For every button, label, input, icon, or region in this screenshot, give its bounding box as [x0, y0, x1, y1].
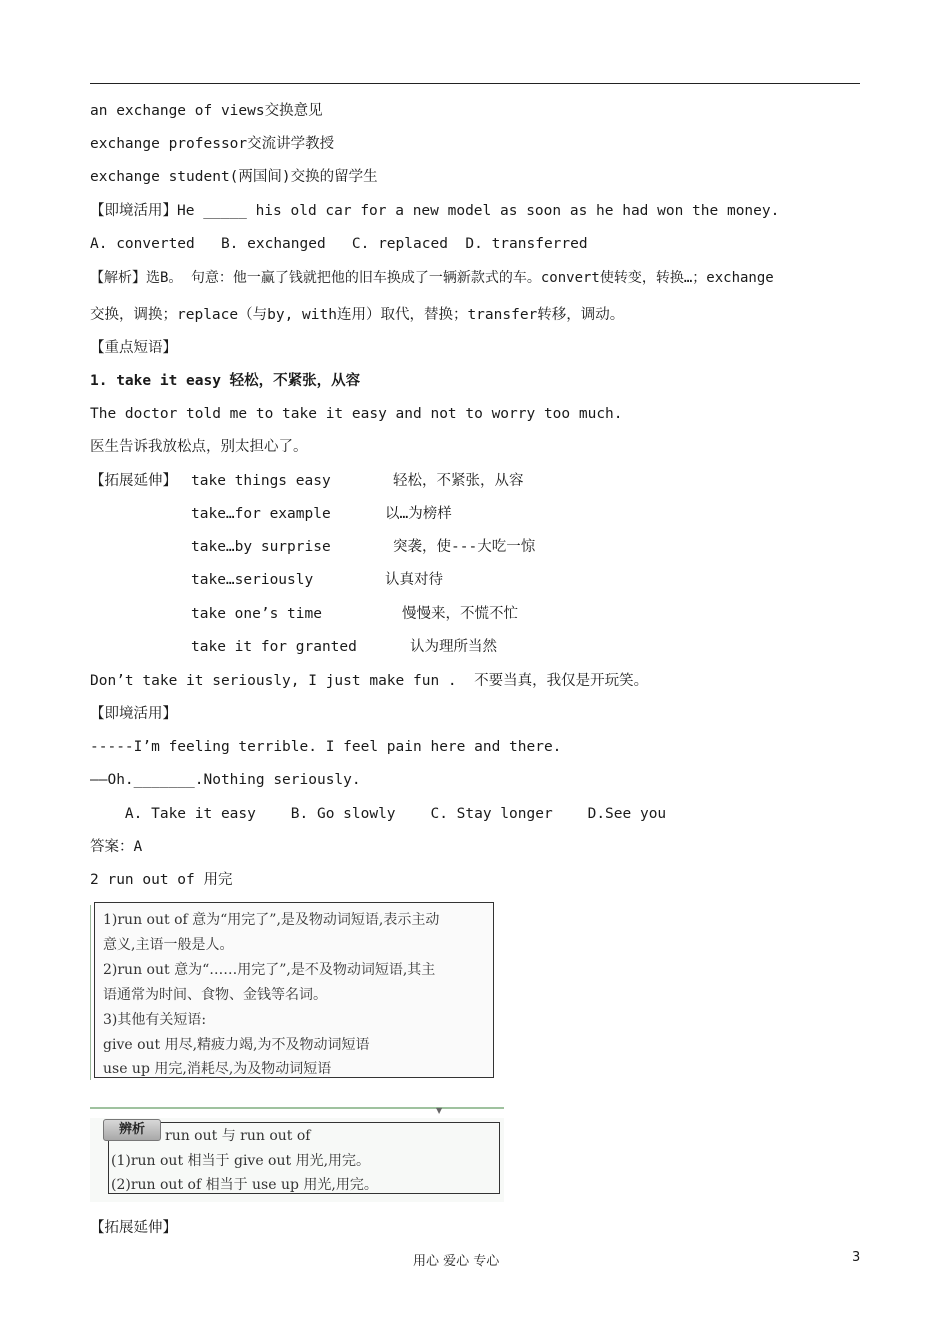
- section-heading: 【即境活用】: [90, 706, 177, 722]
- page-number: 3: [852, 1250, 861, 1265]
- usage-note-box: [94, 902, 494, 1078]
- answer-line: 答案：A: [90, 839, 143, 855]
- explanation-line: 【解析】选B。 句意：他一赢了钱就把他的旧车换成了一辆新款式的车。convert使转变，转换…；exchange: [90, 270, 774, 286]
- note-line: 1)run out of 意为“用完了”,是及物动词短语,表示主动: [103, 912, 440, 928]
- example-sentence: Don’t take it seriously, I just make fun . 不要当真，我仅是开玩笑。: [90, 673, 649, 689]
- box-side-rule: [90, 905, 91, 1080]
- phrase-en: take…by surprise: [191, 539, 331, 555]
- comparison-box: [108, 1122, 500, 1194]
- phrase-zh: 慢慢来，不慌不忙: [402, 606, 518, 622]
- triangle-marker-icon: ▼: [436, 1106, 443, 1115]
- phrase-en: take…for example: [191, 506, 331, 522]
- comparison-tag: 辨析: [103, 1119, 161, 1141]
- exercise-options: A. converted B. exchanged C. replaced D. transferred: [90, 236, 588, 252]
- header-rule: [90, 83, 860, 84]
- phrase-en: take one’s time: [191, 606, 322, 622]
- text-line: exchange professor交流讲学教授: [90, 136, 335, 152]
- phrase-heading: 2 run out of 用完: [90, 872, 233, 888]
- section-heading: 【拓展延伸】: [90, 1220, 177, 1236]
- extension-label: 【拓展延伸】: [90, 473, 177, 489]
- comparison-item: (2)run out of 相当于 use up 用光,用完。: [111, 1177, 378, 1193]
- example-translation: 医生告诉我放松点，别太担心了。: [90, 439, 308, 455]
- dialogue-line: -----I’m feeling terrible. I feel pain here and there.: [90, 739, 562, 755]
- phrase-zh: 以…为榜样: [385, 506, 452, 522]
- exercise-options: A. Take it easy B. Go slowly C. Stay longer D.See you: [90, 806, 667, 822]
- note-line: 2)run out 意为“……用完了”,是不及物动词短语,其主: [103, 962, 436, 978]
- section-heading: 【重点短语】: [90, 340, 177, 356]
- phrase-en: take…seriously: [191, 572, 314, 588]
- comparison-title: run out 与 run out of: [165, 1128, 311, 1144]
- explanation-line: 交换，调换；replace（与by, with连用）取代，替换；transfer转移，调动。: [90, 307, 625, 323]
- phrase-zh: 认为理所当然: [410, 639, 497, 655]
- note-line: 意义,主语一般是人。: [103, 937, 234, 953]
- example-sentence: The doctor told me to take it easy and not to worry too much.: [90, 406, 623, 422]
- note-line: give out 用尽,精疲力竭,为不及物动词短语: [103, 1037, 370, 1053]
- dialogue-line: ——Oh._______.Nothing seriously.: [90, 772, 361, 788]
- phrase-zh: 认真对待: [385, 572, 443, 588]
- phrase-en: take it for granted: [191, 639, 357, 655]
- comparison-item: (1)run out 相当于 give out 用光,用完。: [111, 1153, 371, 1169]
- phrase-zh: 轻松，不紧张，从容: [393, 473, 524, 489]
- phrase-zh: 突袭，使---大吃一惊: [393, 539, 536, 555]
- text-line: an exchange of views交换意见: [90, 103, 323, 119]
- exercise-question: 【即境活用】He _____ his old car for a new model as soon as he had won the money.: [90, 203, 780, 219]
- note-line: use up 用完,消耗尽,为及物动词短语: [103, 1061, 332, 1077]
- phrase-heading: 1. take it easy 轻松，不紧张，从容: [90, 373, 361, 389]
- text-line: exchange student(两国间)交换的留学生: [90, 169, 378, 185]
- footer-motto: 用心 爱心 专心: [413, 1254, 500, 1269]
- note-line: 语通常为时间、食物、金钱等名词。: [103, 987, 327, 1003]
- phrase-en: take things easy: [191, 473, 331, 489]
- note-line: 3)其他有关短语:: [103, 1012, 207, 1028]
